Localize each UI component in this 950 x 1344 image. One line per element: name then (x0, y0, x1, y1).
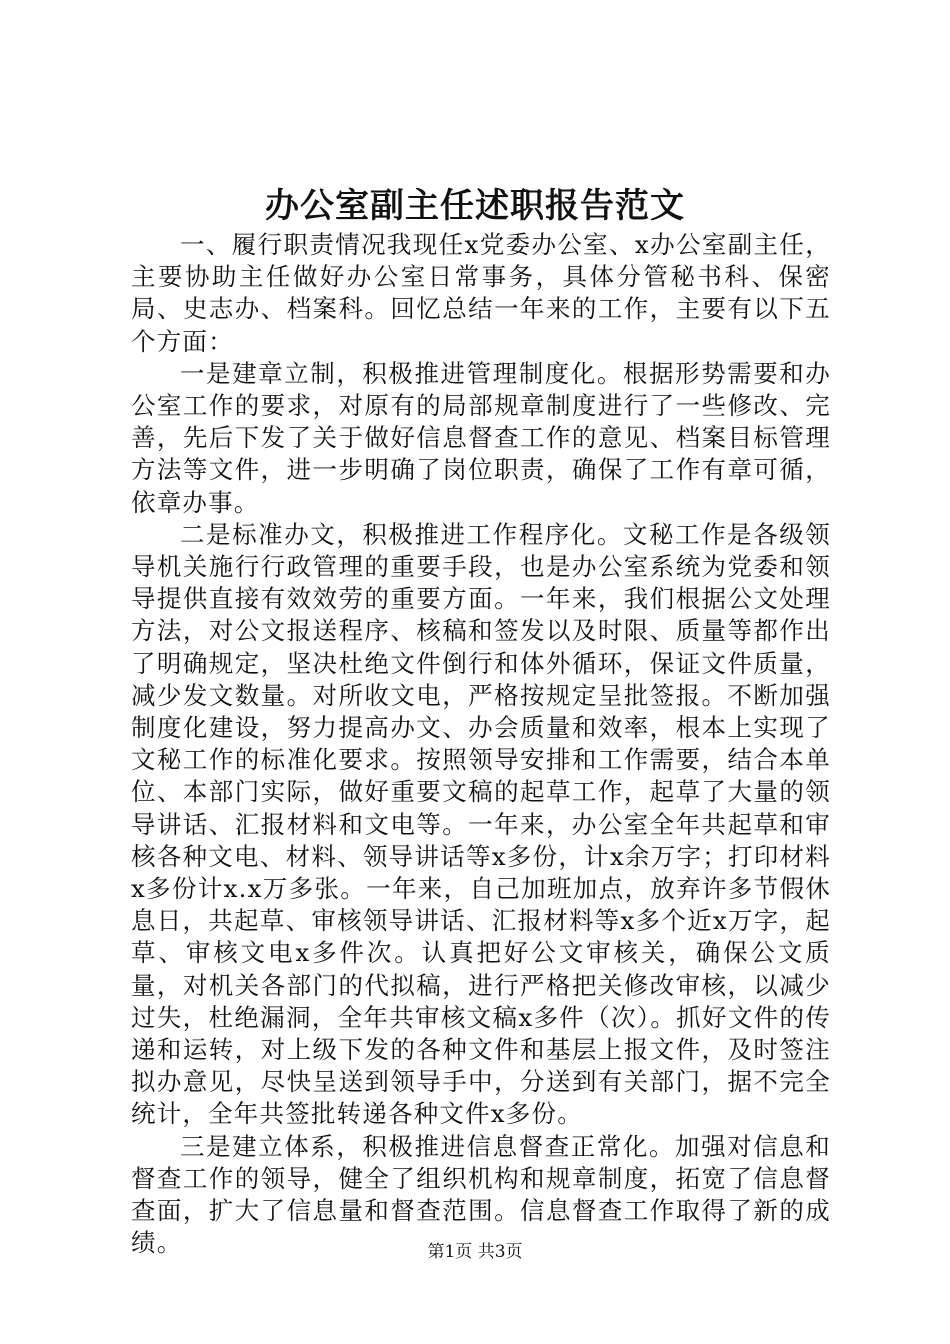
paragraph-information-supervision: 三是建立体系，积极推进信息督查正常化。加强对信息和督查工作的领导，健全了组织机构和规章制度，拓宽了信息督查面，扩大了信息量和督查范围。信息督查工作取得了新的成绩。 (131, 1131, 831, 1258)
document-title: 办公室副主任述职报告范文 (265, 186, 685, 226)
page-number-footer: 第1页 共3页 (427, 1242, 523, 1262)
paragraph-document-handling: 二是标准办文，积极推进工作程序化。文秘工作是各级领导机关施行行政管理的重要手段，也是办公室系统为党委和领导提供直接有效效劳的重要方面。一年来，我们根据公文处理方法，对公文报送程序、核稿和签发以及时限、质量等都作出了明确规定，坚决杜绝文件倒行和体外循环，保证文件质量，减少发文数量。对所收文电，严格按规定呈批签报。不断加强制度化建设，努力提高办文、办会质量和效率，根本上实现了文秘工作的标准化要求。按照领导安排和工作需要，结合本单位、本部门实际，做好重要文稿的起草工作，起草了大量的领导讲话、汇报材料和文电等。一年来，办公室全年共起草和审核各种文电、材料、领导讲话等x多份，计x余万字；打印材料x多份计x.x万多张。一年来，自己加班加点，放弃许多节假休息日，共起草、审核领导讲话、汇报材料等x多个近x万字，起草、审核文电x多件次。认真把好公文审核关，确保公文质量，对机关各部门的代拟稿，进行严格把关修改审核，以减少过失，杜绝漏洞，全年共审核文稿x多件（次）。抓好文件的传递和运转，对上级下发的各种文件和基层上报文件，及时签注拟办意见，尽快呈送到领导手中，分送到有关部门，据不完全统计，全年共签批转递各种文件x多份。 (131, 519, 831, 1129)
document-body (131, 229, 831, 1260)
paragraph-rules-system: 一是建章立制，积极推进管理制度化。根据形势需要和办公室工作的要求，对原有的局部规章制度进行了一些修改、完善，先后下发了关于做好信息督查工作的意见、档案目标管理方法等文件，进一步明确了岗位职责，确保了工作有章可循，依章办事。 (131, 358, 831, 517)
paragraph-duties-intro: 一、履行职责情况我现任x党委办公室、x办公室副主任，主要协助主任做好办公室日常事务，具体分管秘书科、保密局、史志办、档案科。回忆总结一年来的工作，主要有以下五个方面： (131, 230, 831, 356)
